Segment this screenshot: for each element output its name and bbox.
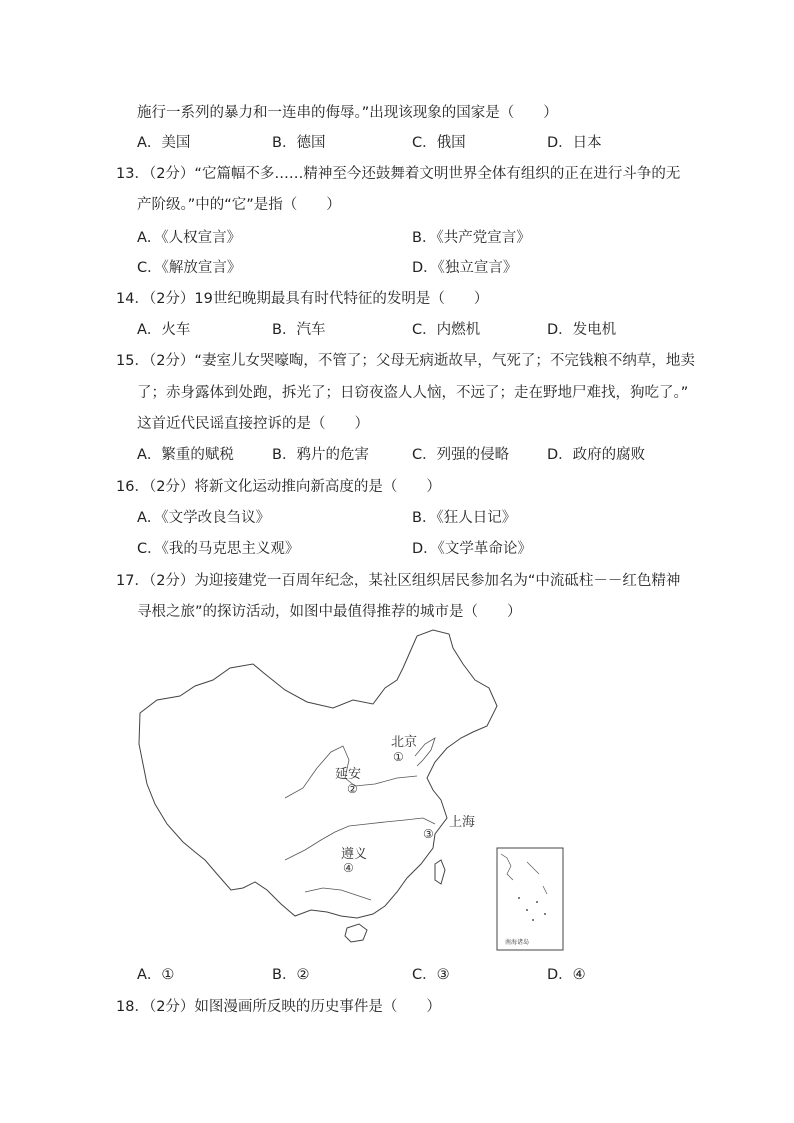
q14-option-b[interactable]: B．汽车 <box>272 322 326 338</box>
pearl-river <box>305 888 371 900</box>
q16-option-b[interactable]: B．《狂人日记》 <box>412 510 517 526</box>
q15-option-c[interactable]: C．列强的侵略 <box>412 447 510 463</box>
bohai-coast <box>415 738 435 766</box>
q12-option-a[interactable]: A．美国 <box>137 135 191 151</box>
q13-option-b[interactable]: B．《共产党宣言》 <box>412 230 531 246</box>
q13-stem-line1: 13．（2分）“它篇幅不多……精神至今还鼓舞着文明世界全体有组织的正在进行斗争的无 <box>116 166 681 182</box>
city-yanan-label: 延安 <box>335 767 362 782</box>
q17-option-a[interactable]: A．① <box>137 967 175 983</box>
q12-option-d[interactable]: D．日本 <box>547 135 602 151</box>
q16-option-c[interactable]: C．《我的马克思主义观》 <box>137 541 300 557</box>
q17-stem-line2: 寻根之旅”的探访活动，如图中最值得推荐的城市是（ ） <box>137 604 522 620</box>
city-beijing-number: ① <box>393 750 404 764</box>
q13-option-a[interactable]: A．《人权宣言》 <box>137 230 242 246</box>
q14-stem: 14．（2分）19世纪晚期最具有时代特征的发明是（ ） <box>116 291 489 307</box>
inset-coast <box>501 854 547 894</box>
q14-option-a[interactable]: A．火车 <box>137 322 191 338</box>
q15-option-a[interactable]: A．繁重的赋税 <box>137 447 234 463</box>
q15-stem-line3: 这首近代民谣直接控诉的是（ ） <box>137 416 369 432</box>
city-yanan-number: ② <box>347 782 358 796</box>
q16-option-d[interactable]: D．《文学革命论》 <box>412 541 532 557</box>
q12-stem-tail: 施行一系列的暴力和一连串的侮辱。”出现该现象的国家是（ ） <box>137 105 558 121</box>
q16-option-a[interactable]: A．《文学改良刍议》 <box>137 510 271 526</box>
q13-option-c[interactable]: C．《解放宣言》 <box>137 260 242 276</box>
q17-option-c[interactable]: C．③ <box>412 967 450 983</box>
q17-stem-line1: 17．（2分）为迎接建党一百周年纪念，某社区组织居民参加名为“中流砥柱－－红色精神 <box>116 573 681 589</box>
q15-option-d[interactable]: D．政府的腐败 <box>547 447 646 463</box>
q12-option-b[interactable]: B．德国 <box>272 135 326 151</box>
city-shanghai-label: 上海 <box>449 815 476 830</box>
inset-label: 南海诸岛 <box>505 939 530 946</box>
inset-frame <box>497 848 563 950</box>
china-map-figure <box>135 628 595 954</box>
hainan-island <box>345 924 367 942</box>
q12-option-c[interactable]: C．俄国 <box>412 135 466 151</box>
taiwan-island <box>435 860 445 884</box>
q17-option-d[interactable]: D．④ <box>547 967 586 983</box>
city-zunyi-label: 遵义 <box>341 847 368 862</box>
q15-option-b[interactable]: B．鸦片的危害 <box>272 447 369 463</box>
q15-stem-line2: 了；赤身露体到处跑，拆光了；日窃夜盗人人恼，不远了；走在野地尸难找，狗吃了。” <box>137 385 689 401</box>
q14-option-d[interactable]: D．发电机 <box>547 322 617 338</box>
china-map-svg <box>135 628 595 954</box>
q17-option-b[interactable]: B．② <box>272 967 310 983</box>
q14-option-c[interactable]: C．内燃机 <box>412 322 481 338</box>
q13-option-d[interactable]: D．《独立宣言》 <box>412 260 518 276</box>
q13-stem-line2: 产阶级。”中的“它”是指（ ） <box>137 197 341 213</box>
q18-stem: 18．（2分）如图漫画所反映的历史事件是（ ） <box>116 999 441 1015</box>
q16-stem: 16．（2分）将新文化运动推向新高度的是（ ） <box>116 479 441 495</box>
city-beijing-label: 北京 <box>391 735 418 750</box>
q15-stem-line1: 15．（2分）“妻室儿女哭嚎啕，不管了；父母无病逝故早，气死了；不完钱粮不纳草，地卖 <box>116 353 695 369</box>
city-shanghai-number: ③ <box>423 827 434 841</box>
city-zunyi-number: ④ <box>343 861 354 875</box>
